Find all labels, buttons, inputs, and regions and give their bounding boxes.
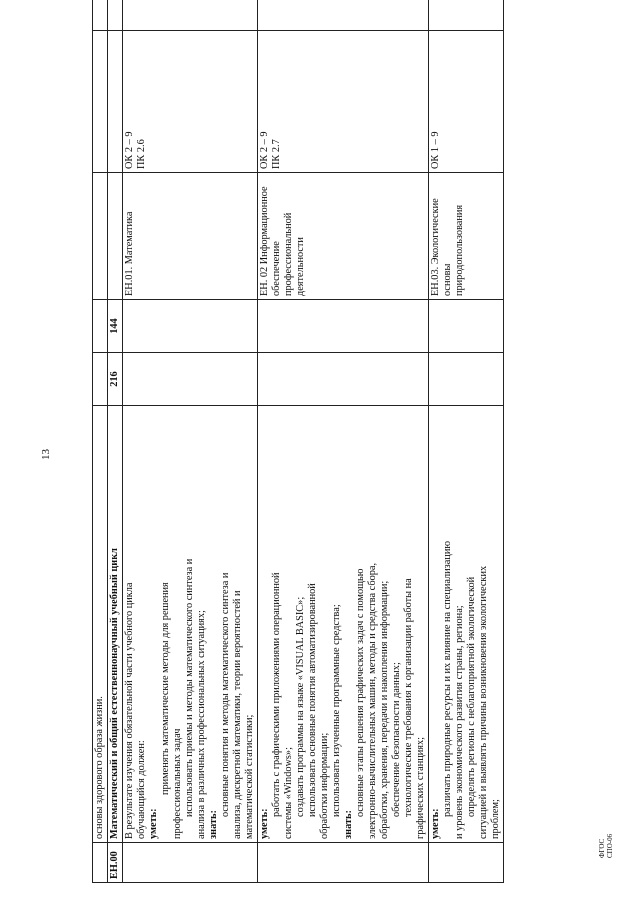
text-line: технологические требования к организации работы на [403,578,414,817]
text-line: математической статистики; [244,714,255,839]
cycle-max-hours: 216 [108,353,123,406]
section-heading: уметь: [430,808,441,839]
extra-cell [93,0,108,31]
extra-cell [108,0,123,31]
table-row [123,0,258,883]
competency-code: ОК 2 – 9 [124,131,135,169]
text-line: анализа, дискретной математики, теории вероятностей и [232,590,243,839]
competency-cell [93,31,108,173]
text-line: основные понятия и методы математического синтеза и [220,572,231,817]
extra-cell [123,0,258,31]
text-line: ситуацией и выявлять причины возникновения экологических [478,565,489,839]
class-hours-cell [93,300,108,353]
max-hours-cell [123,353,258,406]
section-heading: уметь: [148,808,159,839]
competency-code: ОК 2 – 9 [259,131,270,169]
text-line: графических станциях; [415,737,426,839]
requirements-cell [258,406,429,843]
requirements-cell [123,406,258,843]
competency-cell [108,31,123,173]
discipline-name: ЕН.03. Экологические основы природопользования [429,173,504,300]
text-line: определять регионы с неблагоприятной экологической [466,576,477,817]
curriculum-table-rotated [92,17,584,883]
code-cell [258,843,429,883]
text-line: обработки информации; [319,732,330,839]
text-line: использовать приемы и методы математического синтеза и [184,558,195,817]
text-line: профессиональных задач [172,728,183,839]
text-line: проблем; [490,799,501,839]
text-line: применять математические методы для решения [160,582,171,795]
section-heading: знать: [343,810,354,839]
extra-cell [258,0,429,31]
text-line: использовать изученные программные средства; [331,604,342,817]
requirements-cell [429,406,504,843]
footer-mark: ФГОС СПО-06 [598,833,614,858]
extra-cell [429,0,504,31]
text-line: различать природные ресурсы и их влияние на специализацию [442,540,453,817]
competency-codes [258,31,429,173]
text-line: обеспечение безопасности данных; [391,662,402,817]
competency-code: ПК 2.7 [271,139,282,169]
cycle-class-hours: 144 [108,300,123,353]
code-cell [93,843,108,883]
cycle-code: ЕН.00 [108,843,123,883]
table-row [429,0,504,883]
text-line: электронно-вычислительных машин, методы и средства сбора, [367,562,378,839]
competency-codes [123,31,258,173]
curriculum-table [92,0,504,883]
text-line: создавать программы на языке «VISUAL BASIC»; [295,596,306,817]
text-line: В результате изучения обязательной части учебного цикла [124,582,135,839]
code-cell [429,843,504,883]
discipline-cell [93,173,108,300]
text-line: основные этапы решения графических задач с помощью [355,568,366,817]
max-hours-cell [258,353,429,406]
class-hours-cell [123,300,258,353]
competency-code: ПК 2.6 [136,139,147,169]
max-hours-cell [93,353,108,406]
competency-code: ОК 1 – 9 [430,131,441,169]
code-cell [123,843,258,883]
section-heading: уметь: [259,808,270,839]
text-line: анализа в различных профессиональных ситуациях; [196,610,207,839]
section-heading: знать: [208,810,219,839]
table-row [258,0,429,883]
content-cell: основы здорового образа жизни. [93,406,108,843]
text-line: и уровень экономического развития страны, региона; [454,605,465,839]
page-number: 13 [40,449,52,460]
discipline-name: ЕН. 02 Информационное обеспечение профессиональной деятельности [258,173,429,300]
max-hours-cell [429,353,504,406]
discipline-name: ЕН.01. Математика [123,173,258,300]
table-row [93,0,108,883]
text-line: использовать основные понятия автоматизированной [307,583,318,817]
class-hours-cell [258,300,429,353]
table-row [108,0,123,883]
text-line: обработки, хранения, передачи и накопления информации; [379,580,390,839]
text-line: работать с графическими приложениями операционной [271,572,282,817]
text-line: системы «Windows»; [283,747,294,839]
discipline-cell [108,173,123,300]
competency-codes [429,31,504,173]
cycle-title: Математический и общий естественнонаучный учебный цикл [108,406,123,843]
class-hours-cell [429,300,504,353]
text-line: обучающийся должен: [136,740,147,839]
